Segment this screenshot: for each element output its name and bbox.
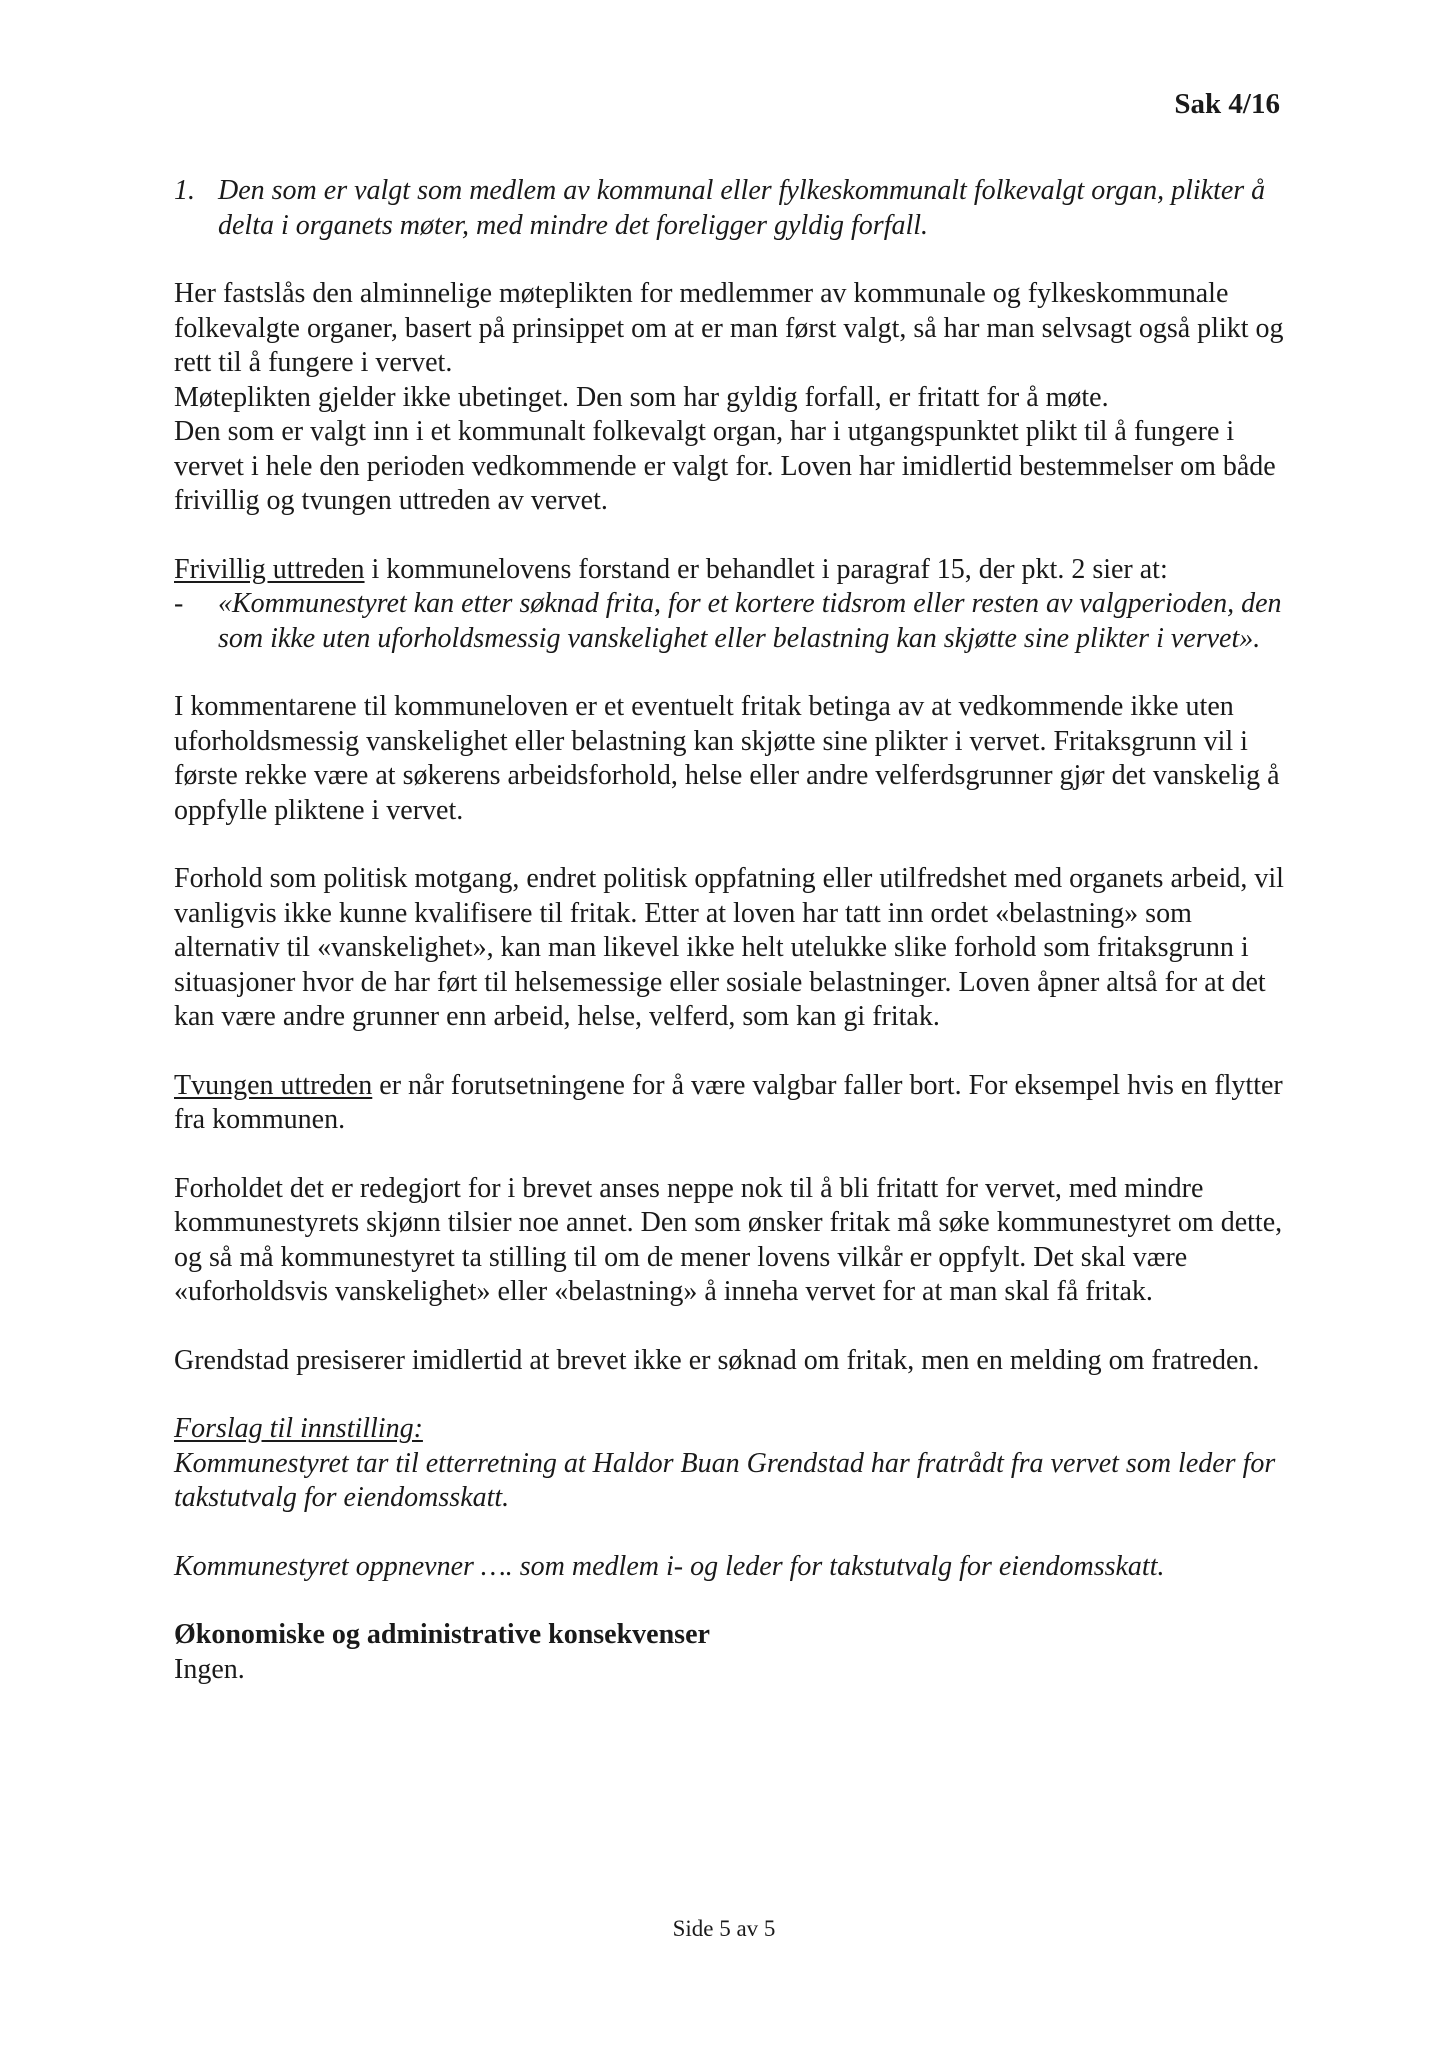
law-item-number: 1. — [174, 175, 195, 206]
voluntary-paragraph — [174, 553, 1294, 588]
proposal-heading: Forslag til innstilling: — [174, 1413, 423, 1444]
proposal-text-2: Kommunestyret oppnevner …. som medlem i- og leder for takstutvalg for eiendomsskatt. — [174, 1550, 1165, 1582]
political-paragraph: Forhold som politisk motgang, endret politisk oppfatning eller utilfredshet med organets arbeid, vil vanligvis ikke kunne kvalifisere til fritak. Etter at loven har tatt inn ordet «belastning» som alternativ til «vanskelighet», kan man likevel ikke helt utelukke slike forhold som fritaksgrunn i situasjoner hvor de har ført til helsemessige eller sosiale belastninger. Loven åpner altså for at det kan være andre grunner enn arbeid, helse, velferd, som kan gi fritak. — [174, 863, 1284, 1032]
forced-term: Tvungen uttreden — [174, 1069, 373, 1101]
consequences-heading: Økonomiske og administrative konsekvenser — [174, 1619, 710, 1650]
forced-text: er når forutsetningene for å være valgbar faller bort. For eksempel hvis en flytter fra kommunen. — [174, 1069, 1283, 1135]
voluntary-term: Frivillig uttreden — [174, 553, 365, 585]
intro-paragraph-1: Her fastslås den alminnelige møteplikten for medlemmer av kommunale og fylkeskommunale folkevalgte organer, basert på prinsippet om at er man først valgt, så har man selvsagt også plikt og rett til å fungere i vervet. — [174, 278, 1284, 378]
clarification-paragraph: Grendstad presiserer imidlertid at brevet ikke er søknad om fritak, men en melding om fratreden. — [174, 1344, 1260, 1376]
proposal-text-1: Kommunestyret tar til etterretning at Haldor Buan Grendstad har fratrådt fra vervet som leder for takstutvalg for eiendomsskatt. — [174, 1447, 1276, 1513]
intro-paragraph-3: Den som er valgt inn i et kommunalt folkevalgt organ, har i utgangspunktet plikt til å fungere i vervet i hele den perioden vedkommende er valgt for. Loven har imidlertid bestemmelser om både frivillig og tvungen uttreden av vervet. — [174, 416, 1276, 516]
case-number: Sak 4/16 — [1174, 88, 1280, 120]
law-item-text: Den som er valgt som medlem av kommunal eller fylkeskommunalt folkevalgt organ, plikter å delta i organets møter, med mindre det foreligger gyldig forfall. — [218, 175, 1266, 241]
consequences-text: Ingen. — [174, 1653, 245, 1685]
assessment-paragraph: Forholdet det er redegjort for i brevet anses neppe nok til å bli fritatt for vervet, med mindre kommunestyrets skjønn tilsier noe annet. Den som ønsker fritak må søke kommunestyret om dette, og så må kommunestyret ta stilling til om de mener lovens vilkår er oppfylt. Det skal være «uforholdsvis vanskelighet» eller «belastning» å inneha vervet for at man skal få fritak. — [174, 1172, 1283, 1307]
commentary-paragraph: I kommentarene til kommuneloven er et eventuelt fritak betinga av at vedkommende ikke uten uforholdsmessig vanskelighet eller belastning kan skjøtte sine plikter i vervet. Fritaksgrunn vil i første rekke være at søkerens arbeidsforhold, helse eller andre velferdsgrunner gjør det vanskelig å oppfylle pliktene i vervet. — [174, 691, 1280, 826]
intro-paragraph-2: Møteplikten gjelder ikke ubetinget. Den som har gyldig forfall, er fritatt for å møte. — [174, 381, 1109, 413]
statute-quote-text: «Kommunestyret kan etter søknad frita, for et kortere tidsrom eller resten av valgperioden, den som ikke uten uforholdsmessig vanskelighet eller belastning kan skjøtte sine plikter i vervet». — [218, 588, 1282, 654]
document-body — [174, 174, 1294, 1687]
law-quote-item — [174, 174, 1294, 243]
dash-bullet: - — [174, 588, 184, 619]
page-number: Side 5 av 5 — [672, 1916, 776, 1941]
statute-quote-item — [174, 587, 1294, 656]
forced-paragraph — [174, 1069, 1294, 1138]
voluntary-text: i kommunelovens forstand er behandlet i paragraf 15, der pkt. 2 sier at: — [364, 553, 1168, 585]
